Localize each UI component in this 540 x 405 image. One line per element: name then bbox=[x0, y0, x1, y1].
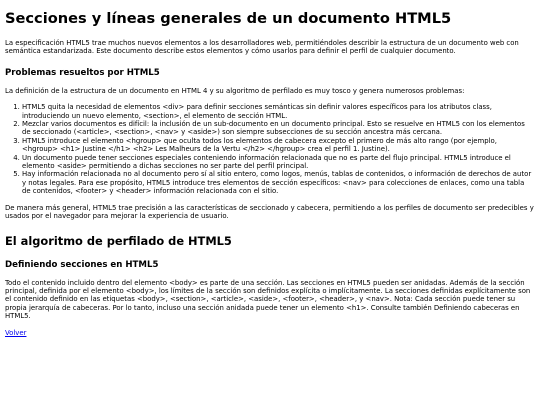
defining-sections-paragraph: Todo el contenido incluido dentro del elemento <body> es parte de una sección. Las secciones en HTML5 pueden ser anidadas. Además de la sección principal, definida por el elemento <body>, los límites de la sección son definidos explícita o implícitamente. La secciones definidas explícitamente son el contenido definido en las etiquetas <body>, <section>, <article>, <aside>, <footer>, <header>, y <nav>. Nota: Cada sección puede tener su propia jerarquía de cabeceras. Por lo tanto, incluso una sección anidada puede tener un elemento <h1>. Consulte también Definiendo cabeceras en HTML5. bbox=[5, 278, 531, 321]
list-item: 4. Un documento puede tener secciones especiales conteniendo información relacionada que no es parte del flujo principal. HTML5 introduce el elemento <aside> permitiendo a dichas secciones no ser parte del perfil principal. bbox=[22, 154, 534, 171]
back-link[interactable]: Volver bbox=[5, 328, 27, 337]
list-item: 5. Hay información relacionada no al documento pero sí al sitio entero, como logos, menús, tablas de contenidos, o información de derechos de autor y notas legales. Para ese propósito, HTML5 introduce tres elementos de sección específicos: <nav> para colecciones de enlaces, como una tabla de contenidos, <footer> y <header> información relacionada con el sitio. bbox=[22, 170, 534, 195]
algorithm-heading: El algoritmo de perfilado de HTML5 bbox=[5, 233, 232, 248]
problems-list bbox=[5, 103, 534, 195]
problems-summary-paragraph: De manera más general, HTML5 trae precisión a las características de seccionado y cabecera, permitiendo a los perfiles de documento ser predecibles y usados por el navegador para mejorar la experiencia de usuario. bbox=[5, 203, 534, 221]
problems-intro-paragraph: La definición de la estructura de un documento en HTML 4 y su algoritmo de perfilado es muy tosco y genera numerosos problemas: bbox=[5, 86, 465, 95]
intro-paragraph: La especificación HTML5 trae muchos nuevos elementos a los desarrolladores web, permitiéndoles describir la estructura de un documento web con semántica estandarizada. Este documento describe estos elementos y cómo usarlos para definir el perfil de cualquier documento. bbox=[5, 39, 519, 56]
list-item: 1. HTML5 quita la necesidad de elementos <div> para definir secciones semánticas sin definir valores específicos para los atributos class, introduciendo un nuevo elemento, <section>, el elemento de sección HTML. bbox=[22, 103, 534, 120]
defining-sections-heading: Definiendo secciones en HTML5 bbox=[5, 259, 159, 270]
page-title: Secciones y líneas generales de un documento HTML5 bbox=[5, 10, 452, 27]
list-item: 2. Mezclar varios documentos es difícil: la inclusión de un sub-documento en un documento principal. Esto se resuelve en HTML5 con los elementos de seccionado (<article>, <section>, <nav> y <aside>) son siempre subsecciones de su sección ancestra más cercana. bbox=[22, 120, 534, 137]
problems-heading: Problemas resueltos por HTML5 bbox=[5, 67, 160, 78]
list-item: 3. HTML5 introduce el elemento <hgroup> que oculta todos los elementos de cabecera excepto el primero de más alto rango (por ejemplo, <hgroup> <h1> Justine </h1> <h2> Les Malheurs de la Vertu </h2> </hgroup> crea el perfil 1. Justine). bbox=[22, 137, 534, 154]
